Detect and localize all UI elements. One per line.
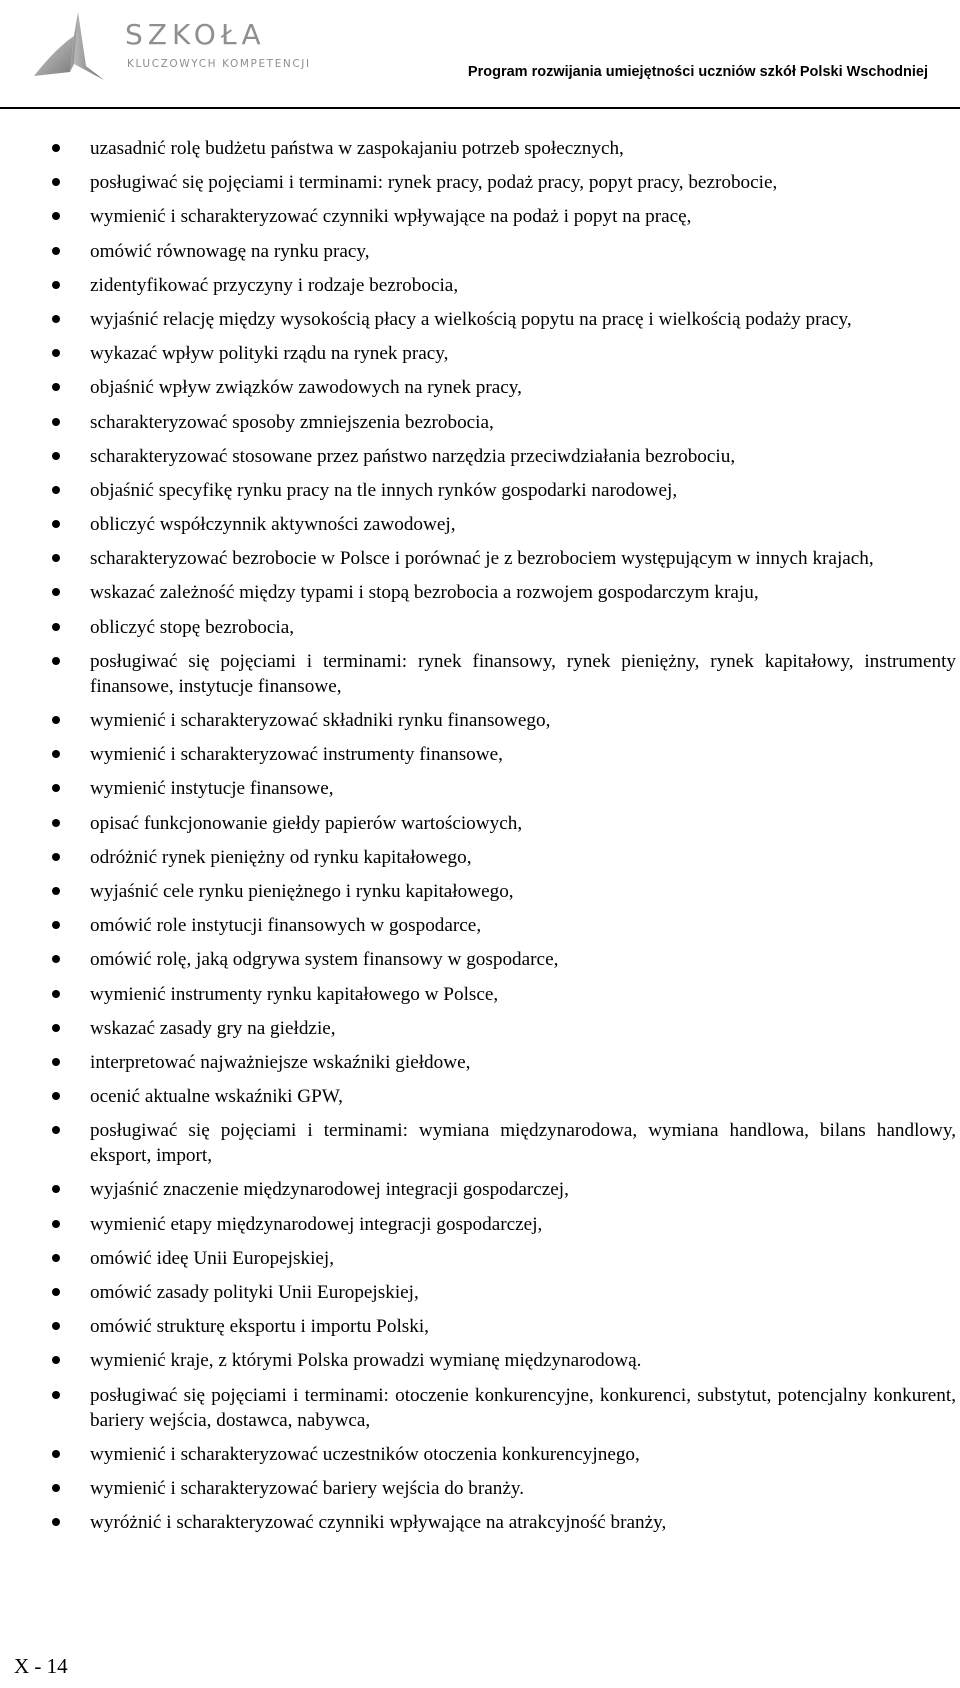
- list-item-text: posługiwać się pojęciami i terminami: rynek finansowy, rynek pieniężny, rynek kapitałowy, instrumenty finansowe, instytucje finansowe,: [90, 650, 956, 697]
- list-item-text: wymienić instytucje finansowe,: [90, 778, 334, 800]
- list-item-text: wymienić i scharakteryzować bariery wejścia do branży.: [90, 1477, 525, 1499]
- bullet-icon: [52, 1254, 60, 1262]
- list-item-text: opisać funkcjonowanie giełdy papierów wartościowych,: [90, 812, 523, 834]
- list-item: [0, 341, 960, 366]
- bullet-icon: [52, 819, 60, 827]
- list-item: [0, 982, 960, 1007]
- header-divider: [0, 107, 960, 109]
- list-item: [0, 136, 960, 161]
- list-item: [0, 1476, 960, 1501]
- bullet-icon: [52, 1518, 60, 1526]
- list-item-text: wymienić kraje, z którymi Polska prowadzi wymianę międzynarodową.: [90, 1350, 642, 1372]
- page-header: [0, 0, 960, 112]
- bullet-icon: [52, 315, 60, 323]
- list-item: [0, 1280, 960, 1305]
- bullet-icon: [52, 486, 60, 494]
- program-title: Program rozwijania umiejętności uczniów szkół Polski Wschodniej: [467, 64, 928, 80]
- list-item-text: omówić strukturę eksportu i importu Polski,: [90, 1316, 429, 1338]
- list-item-text: odróżnić rynek pieniężny od rynku kapitałowego,: [90, 846, 472, 868]
- list-item: [0, 478, 960, 503]
- list-item: [0, 1118, 960, 1168]
- bullet-icon: [52, 750, 60, 758]
- bullet-icon: [52, 554, 60, 562]
- list-item-text: obliczyć współczynnik aktywności zawodowej,: [90, 514, 456, 536]
- list-item-text: posługiwać się pojęciami i terminami: wymiana międzynarodowa, wymiana handlowa, bilans handlowy, eksport, import,: [90, 1120, 956, 1167]
- list-item: [0, 1016, 960, 1041]
- list-item-text: wymienić i scharakteryzować instrumenty finansowe,: [90, 744, 503, 766]
- bullet-icon: [52, 178, 60, 186]
- list-item-text: obliczyć stopę bezrobocia,: [90, 616, 295, 638]
- list-item-text: wymienić i scharakteryzować czynniki wpływające na podaż i popyt na pracę,: [90, 206, 692, 228]
- bullet-icon: [52, 418, 60, 426]
- list-item: [0, 1177, 960, 1202]
- list-item: [0, 708, 960, 733]
- list-item: [0, 410, 960, 435]
- list-item-text: scharakteryzować sposoby zmniejszenia bezrobocia,: [90, 411, 494, 433]
- bullet-icon: [52, 247, 60, 255]
- list-item-text: wyróżnić i scharakteryzować czynniki wpływające na atrakcyjność branży,: [90, 1512, 667, 1534]
- list-item: [0, 1442, 960, 1467]
- list-item-text: scharakteryzować stosowane przez państwo narzędzia przeciwdziałania bezrobociu,: [90, 445, 736, 467]
- bullet-icon: [52, 1322, 60, 1330]
- bullet-icon: [52, 520, 60, 528]
- list-item-text: posługiwać się pojęciami i terminami: rynek pracy, podaż pracy, popyt pracy, bezrobocie,: [90, 172, 778, 194]
- list-item-text: wymienić i scharakteryzować uczestników otoczenia konkurencyjnego,: [90, 1443, 640, 1465]
- bullet-icon: [52, 623, 60, 631]
- bullet-icon: [52, 1185, 60, 1193]
- list-item-text: omówić ideę Unii Europejskiej,: [90, 1247, 335, 1269]
- bullet-icon: [52, 1288, 60, 1296]
- list-item: [0, 649, 960, 699]
- list-item: [0, 1084, 960, 1109]
- logo-name: SZKOŁA: [125, 18, 266, 51]
- list-item-text: wskazać zasady gry na giełdzie,: [90, 1017, 336, 1039]
- list-item: [0, 879, 960, 904]
- list-item-text: zidentyfikować przyczyny i rodzaje bezrobocia,: [90, 274, 459, 296]
- learning-outcomes-list: [0, 136, 960, 1535]
- list-item: [0, 1510, 960, 1535]
- bullet-icon: [52, 1092, 60, 1100]
- document-body: [0, 136, 960, 1544]
- logo-subtitle: KLUCZOWYCH KOMPETENCJI: [127, 58, 311, 70]
- list-item: [0, 204, 960, 229]
- list-item: [0, 375, 960, 400]
- list-item: [0, 239, 960, 264]
- bullet-icon: [52, 955, 60, 963]
- bullet-icon: [52, 1126, 60, 1134]
- list-item-text: wymienić i scharakteryzować składniki rynku finansowego,: [90, 710, 551, 731]
- bullet-icon: [52, 588, 60, 596]
- list-item: [0, 273, 960, 298]
- list-item: [0, 776, 960, 801]
- bullet-icon: [52, 1220, 60, 1228]
- list-item-text: wyjaśnić cele rynku pieniężnego i rynku kapitałowego,: [90, 880, 514, 902]
- school-logo: [28, 6, 328, 86]
- bullet-icon: [52, 281, 60, 289]
- list-item: [0, 1383, 960, 1433]
- list-item: [0, 615, 960, 640]
- bullet-icon: [52, 657, 60, 665]
- list-item: [0, 170, 960, 195]
- list-item: [0, 1050, 960, 1075]
- list-item-text: scharakteryzować bezrobocie w Polsce i porównać je z bezrobociem występującym w innych krajach,: [90, 548, 874, 570]
- bullet-icon: [52, 383, 60, 391]
- bullet-icon: [52, 990, 60, 998]
- list-item-text: objaśnić specyfikę rynku pracy na tle innych rynków gospodarki narodowej,: [90, 479, 678, 501]
- list-item-text: omówić role instytucji finansowych w gospodarce,: [90, 915, 482, 937]
- list-item: [0, 742, 960, 767]
- bullet-icon: [52, 1484, 60, 1492]
- list-item-text: omówić zasady polityki Unii Europejskiej,: [90, 1282, 419, 1303]
- bullet-icon: [52, 784, 60, 792]
- bullet-icon: [52, 853, 60, 861]
- list-item-text: ocenić aktualne wskaźniki GPW,: [90, 1086, 343, 1108]
- bullet-icon: [52, 1024, 60, 1032]
- list-item: [0, 512, 960, 537]
- bullet-icon: [52, 349, 60, 357]
- bullet-icon: [52, 1450, 60, 1458]
- list-item-text: wskazać zależność między typami i stopą bezrobocia a rozwojem gospodarczym kraju,: [90, 582, 759, 604]
- list-item-text: uzasadnić rolę budżetu państwa w zaspokajaniu potrzeb społecznych,: [90, 138, 624, 159]
- list-item-text: wyjaśnić znaczenie międzynarodowej integracji gospodarczej,: [90, 1179, 569, 1201]
- list-item: [0, 580, 960, 605]
- list-item: [0, 913, 960, 938]
- list-item: [0, 1246, 960, 1271]
- bullet-icon: [52, 1391, 60, 1399]
- list-item-text: posługiwać się pojęciami i terminami: otoczenie konkurencyjne, konkurenci, substytut, potencjalny konkurent, bariery wejścia, dostawca, nabywca,: [90, 1384, 956, 1431]
- list-item-text: interpretować najważniejsze wskaźniki giełdowe,: [90, 1051, 471, 1073]
- list-item: [0, 307, 960, 332]
- page-number: X - 14: [14, 1654, 68, 1678]
- bullet-icon: [52, 144, 60, 152]
- logo-mark-icon: [28, 6, 118, 86]
- list-item: [0, 811, 960, 836]
- bullet-icon: [52, 1356, 60, 1364]
- list-item-text: wymienić instrumenty rynku kapitałowego w Polsce,: [90, 983, 499, 1005]
- bullet-icon: [52, 1058, 60, 1066]
- list-item-text: omówić rolę, jaką odgrywa system finansowy w gospodarce,: [90, 949, 559, 971]
- bullet-icon: [52, 452, 60, 460]
- list-item: [0, 546, 960, 571]
- list-item-text: wymienić etapy międzynarodowej integracji gospodarczej,: [90, 1213, 543, 1235]
- list-item: [0, 1314, 960, 1339]
- bullet-icon: [52, 716, 60, 724]
- list-item: [0, 1348, 960, 1373]
- list-item-text: wykazać wpływ polityki rządu na rynek pracy,: [90, 343, 449, 365]
- bullet-icon: [52, 212, 60, 220]
- bullet-icon: [52, 887, 60, 895]
- list-item-text: objaśnić wpływ związków zawodowych na rynek pracy,: [90, 377, 522, 399]
- list-item-text: wyjaśnić relację między wysokością płacy a wielkością popytu na pracę i wielkością podaży pracy,: [90, 308, 852, 330]
- list-item: [0, 444, 960, 469]
- list-item: [0, 947, 960, 972]
- list-item: [0, 845, 960, 870]
- bullet-icon: [52, 921, 60, 929]
- list-item-text: omówić równowagę na rynku pracy,: [90, 240, 370, 262]
- list-item: [0, 1212, 960, 1237]
